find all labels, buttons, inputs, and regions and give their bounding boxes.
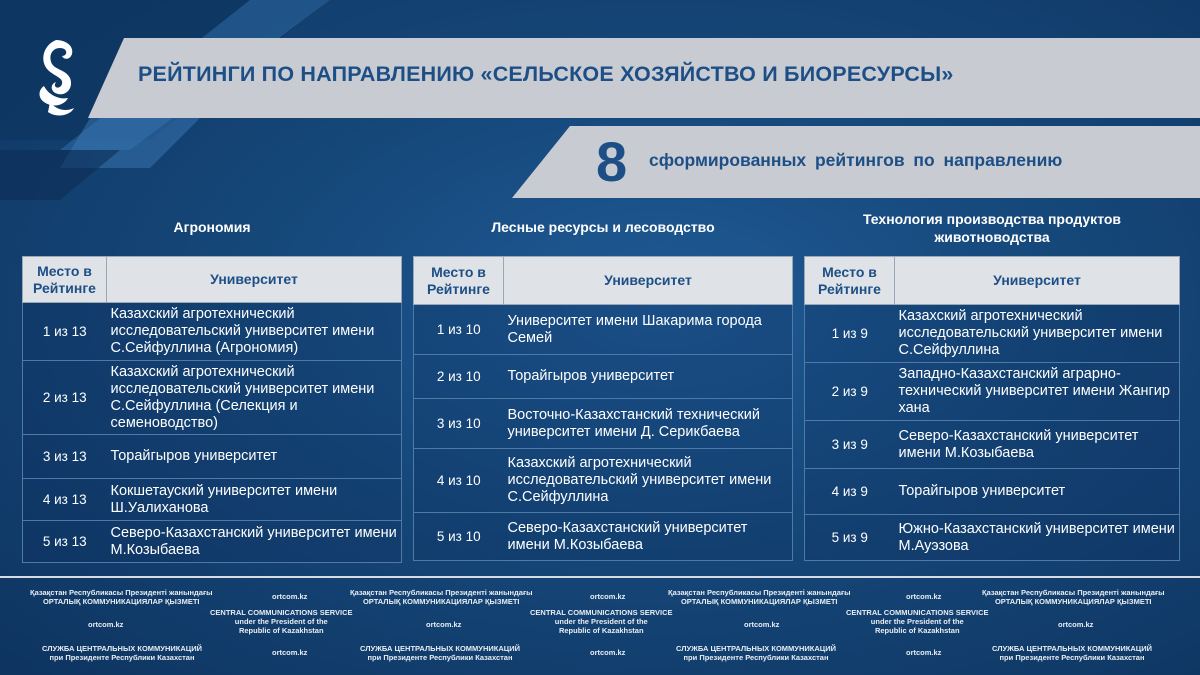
table-row: [23, 303, 402, 361]
column-header-university: Университет: [895, 257, 1180, 305]
footer-en-text: CENTRAL COMMUNICATIONS SERVICE under the President of the Republic of Kazakhstan: [530, 608, 673, 635]
ranking-table-livestock: [804, 256, 1180, 561]
university-name: Университет имени Шакарима города Семей: [504, 305, 793, 355]
rank-place: 3 из 10: [414, 399, 504, 449]
rank-place: 4 из 9: [805, 469, 895, 515]
university-name: Кокшетауский университет имени Ш.Уалиханова: [107, 479, 402, 521]
ratings-count: 8: [596, 130, 628, 193]
university-name: Северо-Казахстанский университет имени М.Козыбаева: [504, 513, 793, 561]
footer-kz-text: Қазақстан Республикасы Президенті жанындағы ОРТАЛЫҚ КОММУНИКАЦИЯЛАР ҚЫЗМЕТІ: [668, 588, 851, 606]
footer-kz-text: Қазақстан Республикасы Президенті жанындағы ОРТАЛЫҚ КОММУНИКАЦИЯЛАР ҚЫЗМЕТІ: [982, 588, 1165, 606]
table-row: [805, 515, 1180, 561]
footer-en-text: CENTRAL COMMUNICATIONS SERVICE under the President of the Republic of Kazakhstan: [846, 608, 989, 635]
rank-place: 3 из 9: [805, 421, 895, 469]
column-header-university: Университет: [504, 257, 793, 305]
ratings-count-label: сформированных рейтингов по направлению: [649, 150, 1063, 170]
table-row: [805, 421, 1180, 469]
footer-site: ortcom.kz: [744, 620, 780, 629]
rank-place: 2 из 13: [23, 361, 107, 435]
university-name: Западно-Казахстанский аграрно-технический университет имени Жангир хана: [895, 363, 1180, 421]
university-name: Казахский агротехнический исследовательский университет имени С.Сейфуллина (Агрономия): [107, 303, 402, 361]
university-name: Южно-Казахстанский университет имени М.Ауэзова: [895, 515, 1180, 561]
section-title-livestock: Технология производства продуктов животноводства: [862, 211, 1122, 245]
table-row: [23, 361, 402, 435]
logo: [30, 36, 82, 118]
table-row: [23, 435, 402, 479]
table-row: [414, 513, 793, 561]
university-name: Казахский агротехнический исследовательский университет имени С.Сейфуллина: [895, 305, 1180, 363]
column-header-university: Университет: [107, 257, 402, 303]
footer-site: ortcom.kz: [1058, 620, 1094, 629]
university-name: Торайгыров университет: [107, 435, 402, 479]
footer-site: ortcom.kz: [88, 620, 124, 629]
table-row: [414, 305, 793, 355]
rank-place: 1 из 9: [805, 305, 895, 363]
section-title-forestry: Лесные ресурсы и лесоводство: [491, 219, 715, 235]
ranking-table-forestry: [413, 256, 793, 561]
table-row: [414, 355, 793, 399]
rank-place: 5 из 9: [805, 515, 895, 561]
university-name: Северо-Казахстанский университет имени М.Козыбаева: [107, 521, 402, 563]
rank-place: 2 из 10: [414, 355, 504, 399]
ranking-table-agronomy: [22, 256, 402, 563]
footer-en-text: CENTRAL COMMUNICATIONS SERVICE under the President of the Republic of Kazakhstan: [210, 608, 353, 635]
table-row: [23, 479, 402, 521]
footer-kz-text: Қазақстан Республикасы Президенті жанындағы ОРТАЛЫҚ КОММУНИКАЦИЯЛАР ҚЫЗМЕТІ: [350, 588, 533, 606]
footer-ru-text: СЛУЖБА ЦЕНТРАЛЬНЫХ КОММУНИКАЦИЙ при Президенте Республики Казахстан: [360, 644, 521, 662]
table-row: [23, 521, 402, 563]
university-name: Северо-Казахстанский университет имени М.Козыбаева: [895, 421, 1180, 469]
section-title-agronomy: Агрономия: [173, 219, 251, 235]
rank-place: 4 из 10: [414, 449, 504, 513]
footer: [0, 580, 1200, 675]
table-row: [805, 305, 1180, 363]
footer-site: ortcom.kz: [906, 592, 942, 601]
rank-place: 1 из 10: [414, 305, 504, 355]
university-name: Казахский агротехнический исследовательский университет имени С.Сейфуллина (Селекция и семеноводство): [107, 361, 402, 435]
page-title: РЕЙТИНГИ ПО НАПРАВЛЕНИЮ «СЕЛЬСКОЕ ХОЗЯЙСТВО И БИОРЕСУРСЫ»: [138, 62, 954, 86]
footer-site: ortcom.kz: [272, 592, 308, 601]
footer-site: ortcom.kz: [272, 648, 308, 657]
column-header-place: Место в Рейтинге: [23, 257, 107, 303]
university-name: Торайгыров университет: [895, 469, 1180, 515]
footer-ru-text: СЛУЖБА ЦЕНТРАЛЬНЫХ КОММУНИКАЦИЙ при Президенте Республики Казахстан: [992, 644, 1153, 662]
rank-place: 4 из 13: [23, 479, 107, 521]
university-name: Восточно-Казахстанский технический университет имени Д. Серикбаева: [504, 399, 793, 449]
table-row: [414, 399, 793, 449]
table-row: [414, 449, 793, 513]
footer-site: ortcom.kz: [906, 648, 942, 657]
footer-ru-text: СЛУЖБА ЦЕНТРАЛЬНЫХ КОММУНИКАЦИЙ при Президенте Республики Казахстан: [42, 644, 203, 662]
rank-place: 5 из 10: [414, 513, 504, 561]
footer-site: ortcom.kz: [590, 592, 626, 601]
university-name: Торайгыров университет: [504, 355, 793, 399]
footer-ru-text: СЛУЖБА ЦЕНТРАЛЬНЫХ КОММУНИКАЦИЙ при Президенте Республики Казахстан: [676, 644, 837, 662]
rank-place: 3 из 13: [23, 435, 107, 479]
rank-place: 1 из 13: [23, 303, 107, 361]
column-header-place: Место в Рейтинге: [805, 257, 895, 305]
rank-place: 2 из 9: [805, 363, 895, 421]
university-name: Казахский агротехнический исследовательский университет имени С.Сейфуллина: [504, 449, 793, 513]
column-header-place: Место в Рейтинге: [414, 257, 504, 305]
footer-kz-text: Қазақстан Республикасы Президенті жанындағы ОРТАЛЫҚ КОММУНИКАЦИЯЛАР ҚЫЗМЕТІ: [30, 588, 213, 606]
footer-site: ortcom.kz: [590, 648, 626, 657]
table-row: [805, 363, 1180, 421]
rank-place: 5 из 13: [23, 521, 107, 563]
table-row: [805, 469, 1180, 515]
footer-site: ortcom.kz: [426, 620, 462, 629]
footer-divider: [0, 576, 1200, 578]
